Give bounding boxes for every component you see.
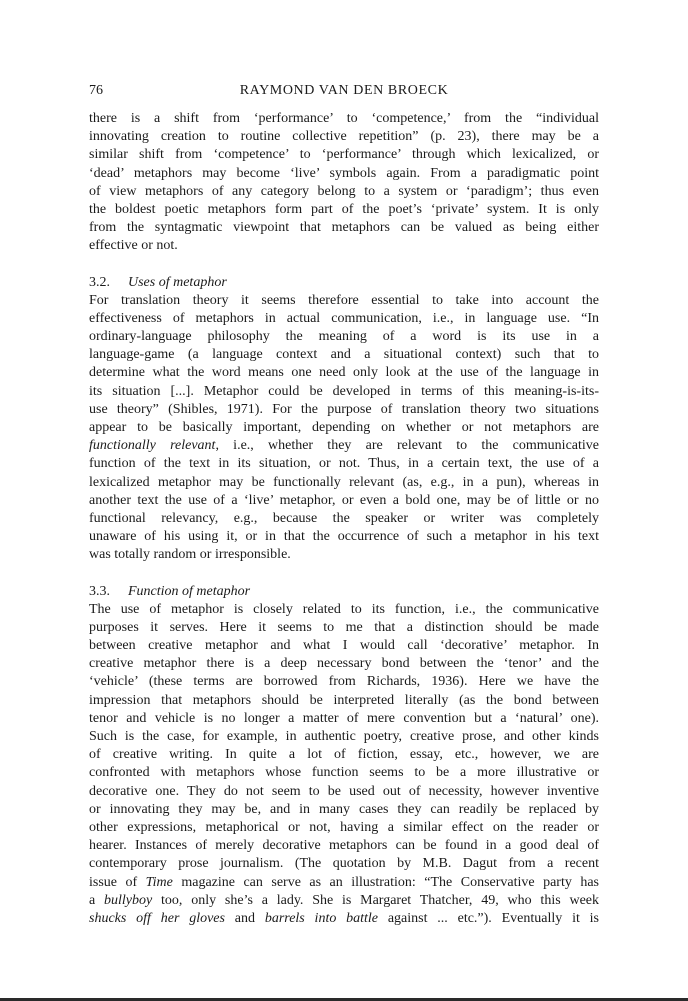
text-line: similar shift from ‘competence’ to ‘performance’ through which lexicalized, or [89,147,599,163]
paragraph-function [89,601,599,928]
text-line: another text the use of a ‘live’ metaphor, or even a bold one, may be of little or no [89,492,599,508]
text-line: determine what the word means one need only look at the use of the language in [89,365,599,381]
paragraph-intro [89,110,599,256]
text-line: of creative writing. In quite a lot of fiction, essay, etc., however, we are [89,747,599,763]
text-line: hearer. Instances of merely decorative metaphors can be found in a good deal of [89,838,599,854]
section-heading-uses [89,274,599,292]
text-line: impression that metaphors should be interpreted literally (as the bond between [89,692,599,708]
text-line: language-game (a language context and a situational context) such that to [89,347,599,363]
text-line: unaware of his using it, or in that the occurrence of such a metaphor in his text [89,529,599,545]
text-line: shucks off her gloves and barrels into battle against ... etc.”). Eventually it is [89,910,600,926]
emphasis: functionally relevant [89,438,216,454]
text-line: was totally random or irresponsible. [89,547,291,563]
text-line: between creative metaphor and what I would call ‘decorative’ metaphor. In [89,638,599,654]
emphasis: bullyboy [104,892,153,908]
text-line: effectiveness of metaphors in actual communication, i.e., in language use. “In [89,310,599,326]
section-number: 3.2. [89,274,110,290]
text-line: issue of Time magazine can serve as an illustration: “The Conservative party has [89,874,599,890]
text-line: For translation theory it seems therefore essential to take into account the [89,292,599,308]
text-line: ordinary-language philosophy the meaning of a word is its use in a [89,329,599,345]
text-line: of view metaphors of any category belong to a system or ‘paradigm’; thus even [89,183,599,199]
text-line: its situation [...]. Metaphor could be developed in terms of this meaning-is-its- [89,383,599,399]
text-line: confronted with metaphors whose function seems to be a more illustrative or [89,765,599,781]
text-line: contemporary prose journalism. (The quotation by M.B. Dagut from a recent [89,856,599,872]
text-line: a bullyboy too, only she’s a lady. She is Margaret Thatcher, 49, who this week [89,892,599,908]
emphasis: barrels into battle [264,910,379,926]
text-line: Such is the case, for example, in authentic poetry, creative prose, and other kinds [89,729,599,744]
emphasis: Time [145,874,173,890]
paragraph-uses [89,292,599,565]
text-line: or innovating they may be, and in many cases they can readily be replaced by [89,801,599,817]
running-title: RAYMOND VAN DEN BROECK [239,83,449,98]
text-line: other expressions, metaphorical or not, having a similar effect on the reader or [89,819,599,835]
section-title: Uses of metaphor [128,274,227,290]
text-line: function of the text in its situation, or not. Thus, in a certain text, the use of a [89,456,599,472]
section-heading-function [89,583,599,601]
section-title: Function of metaphor [128,583,251,599]
text-line: ‘dead’ metaphors may become ‘live’ symbols again. From a paradigmatic point [89,165,599,181]
page-number: 76 [89,83,103,98]
text-line: decorative one. They do not seem to be used out of necessity, however inventive [89,783,599,799]
text-line: The use of metaphor is closely related to its function, i.e., the communicative [89,601,599,617]
text-line: from the syntagmatic viewpoint that metaphors can be valued as being either [89,220,599,236]
text-line: the boldest poetic metaphors form part of the poet’s ‘private’ system. It is only [89,201,599,217]
text-line: lexicalized metaphor may be functionally relevant (as, e.g., in a pun), whereas in [89,474,599,490]
emphasis: shucks off her gloves [89,910,225,926]
text-line: functionally relevant, i.e., whether they are relevant to the communicative [89,438,599,454]
text-line: use theory” (Shibles, 1971). For the purpose of translation theory two situations [89,401,599,417]
text-line: innovating creation to routine collective repetition” (p. 23), there may be a [89,129,599,145]
text-line: creative metaphor there is a deep necessary bond between the ‘tenor’ and the [89,656,599,672]
text-line: appear to be basically important, depending on whether or not metaphors are [89,420,599,435]
text-line: purposes it serves. Here it seems to me that a distinction should be made [89,619,599,635]
section-number: 3.3. [89,583,110,599]
page-body [89,110,599,928]
page-header [89,83,599,101]
text-line: there is a shift from ‘performance’ to ‘competence,’ from the “individual [89,111,599,126]
text-line: ‘vehicle’ (these terms are borrowed from Richards, 1936). Here we have the [89,674,599,690]
text-line: functional relevancy, e.g., because the speaker or writer was completely [89,510,599,526]
text-line: tenor and vehicle is no longer a matter of mere convention but a ‘natural’ one). [89,710,599,726]
text-line: effective or not. [89,238,178,254]
